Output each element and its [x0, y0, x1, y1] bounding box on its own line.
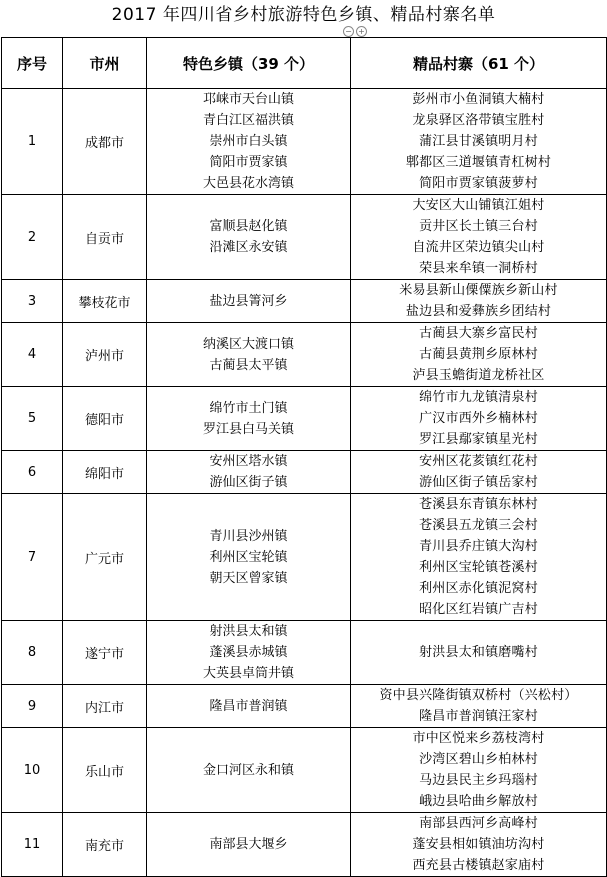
table-row	[2, 621, 607, 685]
row-villages	[351, 280, 607, 323]
town-name: 游仙区街子镇	[209, 475, 288, 490]
village-name: 自流井区荣边镇尖山村	[412, 240, 545, 255]
page-title: 2017 年四川省乡村旅游特色乡镇、精品村寨名单	[111, 5, 496, 25]
row-city: 德阳市	[63, 387, 147, 451]
town-name: 南部县大堰乡	[209, 837, 288, 852]
row-index: 11	[2, 813, 63, 877]
row-city: 广元市	[63, 494, 147, 621]
row-city: 内江市	[63, 685, 147, 728]
village-name: 南部县西河乡高峰村	[419, 816, 538, 831]
row-villages	[351, 323, 607, 387]
village-name: 利州区赤化镇泥窝村	[419, 581, 538, 596]
table-row	[2, 451, 607, 494]
row-city: 自贡市	[63, 195, 147, 280]
village-name: 大安区大山铺镇江姐村	[412, 198, 545, 213]
zoom-in-icon[interactable]: +	[356, 26, 367, 37]
village-name: 盐边县和爱彝族乡团结村	[405, 304, 552, 319]
table-row	[2, 323, 607, 387]
row-index: 2	[2, 195, 63, 280]
row-index: 6	[2, 451, 63, 494]
row-towns	[147, 451, 351, 494]
row-index: 1	[2, 89, 63, 195]
village-name: 沙湾区碧山乡柏林村	[419, 752, 538, 767]
row-towns	[147, 280, 351, 323]
table-row	[2, 494, 607, 621]
row-villages	[351, 813, 607, 877]
village-name: 郫都区三道堰镇青杠树村	[405, 155, 552, 170]
row-towns	[147, 685, 351, 728]
town-name: 朝天区曾家镇	[209, 570, 288, 586]
village-name: 蓬安县相如镇油坊沟村	[412, 837, 545, 852]
row-villages	[351, 685, 607, 728]
row-index: 8	[2, 621, 63, 685]
town-name: 大英县卓筒井镇	[202, 666, 294, 681]
village-name: 彭州市小鱼洞镇大楠村	[412, 92, 545, 107]
row-towns	[147, 813, 351, 877]
village-name: 市中区悦来乡荔枝湾村	[412, 731, 545, 746]
village-name: 西充县古楼镇赵家庙村	[412, 858, 545, 873]
village-name: 广汉市西外乡楠林村	[419, 411, 538, 426]
table-row	[2, 387, 607, 451]
village-name: 荣县来牟镇一洞桥村	[419, 261, 538, 276]
village-name: 古蔺县黄荆乡原林村	[419, 347, 538, 362]
row-towns	[147, 728, 351, 813]
header-towns: 特色乡镇（39 个）	[147, 38, 351, 89]
village-name: 安州区花荄镇红花村	[419, 454, 538, 469]
town-name: 邛崃市天台山镇	[202, 92, 294, 107]
village-name: 射洪县太和镇磨嘴村	[419, 645, 538, 660]
town-name: 隆昌市普润镇	[209, 698, 288, 714]
town-name: 蓬溪县赤城镇	[209, 645, 288, 660]
village-name: 峨边县哈曲乡解放村	[419, 794, 538, 809]
row-villages	[351, 387, 607, 451]
row-villages	[351, 494, 607, 621]
table-row	[2, 813, 607, 877]
town-name: 崇州市白头镇	[209, 134, 288, 149]
town-name: 金口河区永和镇	[202, 762, 294, 778]
town-name: 沿滩区永安镇	[209, 240, 288, 255]
town-name: 大邑县花水湾镇	[202, 176, 294, 191]
row-city: 南充市	[63, 813, 147, 877]
row-towns	[147, 323, 351, 387]
town-name: 青川县沙州镇	[209, 528, 288, 544]
village-name: 米易县新山傈僳族乡新山村	[399, 283, 558, 298]
header-villages: 精品村寨（61 个）	[351, 38, 607, 89]
village-name: 简阳市贾家镇菠萝村	[419, 176, 538, 191]
row-villages	[351, 195, 607, 280]
table-row	[2, 89, 607, 195]
row-towns	[147, 195, 351, 280]
village-name: 蒲江县甘溪镇明月村	[419, 134, 538, 149]
village-name: 游仙区街子镇岳家村	[419, 475, 538, 490]
table-row	[2, 280, 607, 323]
town-name: 青白江区福洪镇	[202, 113, 294, 128]
row-index: 5	[2, 387, 63, 451]
row-towns	[147, 89, 351, 195]
table-row	[2, 195, 607, 280]
village-name: 泸县玉蟾街道龙桥社区	[412, 368, 545, 383]
village-name: 马边县民主乡玛瑙村	[419, 773, 538, 788]
row-city: 成都市	[63, 89, 147, 195]
village-name: 龙泉驿区洛带镇宝胜村	[412, 113, 545, 128]
town-name: 简阳市贾家镇	[209, 155, 288, 170]
row-index: 10	[2, 728, 63, 813]
table-row	[2, 685, 607, 728]
table-body	[2, 89, 607, 877]
header-city: 市州	[63, 38, 147, 89]
row-index: 9	[2, 685, 63, 728]
row-villages	[351, 621, 607, 685]
row-city: 泸州市	[63, 323, 147, 387]
row-villages	[351, 728, 607, 813]
header-index: 序号	[2, 38, 63, 89]
village-name: 绵竹市九龙镇清泉村	[419, 390, 538, 405]
town-name: 盐边县箐河乡	[209, 293, 288, 309]
row-city: 绵阳市	[63, 451, 147, 494]
row-towns	[147, 494, 351, 621]
village-name: 青川县乔庄镇大沟村	[419, 539, 538, 554]
village-name: 隆昌市普润镇汪家村	[419, 709, 538, 724]
village-name: 苍溪县东青镇东林村	[419, 497, 538, 512]
village-name: 昭化区红岩镇广吉村	[419, 602, 538, 617]
list-table	[1, 37, 607, 877]
town-name: 纳溪区大渡口镇	[202, 336, 294, 352]
row-towns	[147, 387, 351, 451]
row-index: 7	[2, 494, 63, 621]
village-name: 罗江县鄢家镇星光村	[419, 432, 538, 447]
village-name: 古蔺县大寨乡富民村	[419, 326, 538, 341]
town-name: 绵竹市土门镇	[209, 400, 288, 416]
row-city: 攀枝花市	[63, 280, 147, 323]
town-name: 富顺县赵化镇	[209, 219, 288, 234]
zoom-out-icon[interactable]: −	[343, 26, 354, 37]
village-name: 苍溪县五龙镇三会村	[419, 518, 538, 533]
village-name: 资中县兴隆街镇双桥村（兴松村）	[379, 688, 578, 703]
row-villages	[351, 89, 607, 195]
village-name: 利州区宝轮镇苍溪村	[419, 560, 538, 575]
table-row	[2, 728, 607, 813]
row-villages	[351, 451, 607, 494]
village-name: 贡井区长土镇三台村	[419, 219, 538, 234]
row-city: 遂宁市	[63, 621, 147, 685]
town-name: 古蔺县太平镇	[209, 357, 288, 373]
town-name: 安州区塔水镇	[209, 454, 288, 469]
table-header-row	[2, 38, 607, 89]
row-towns	[147, 621, 351, 685]
row-index: 3	[2, 280, 63, 323]
town-name: 射洪县太和镇	[209, 624, 288, 639]
row-index: 4	[2, 323, 63, 387]
town-name: 罗江县白马关镇	[202, 421, 294, 437]
row-city: 乐山市	[63, 728, 147, 813]
town-name: 利州区宝轮镇	[209, 549, 288, 565]
